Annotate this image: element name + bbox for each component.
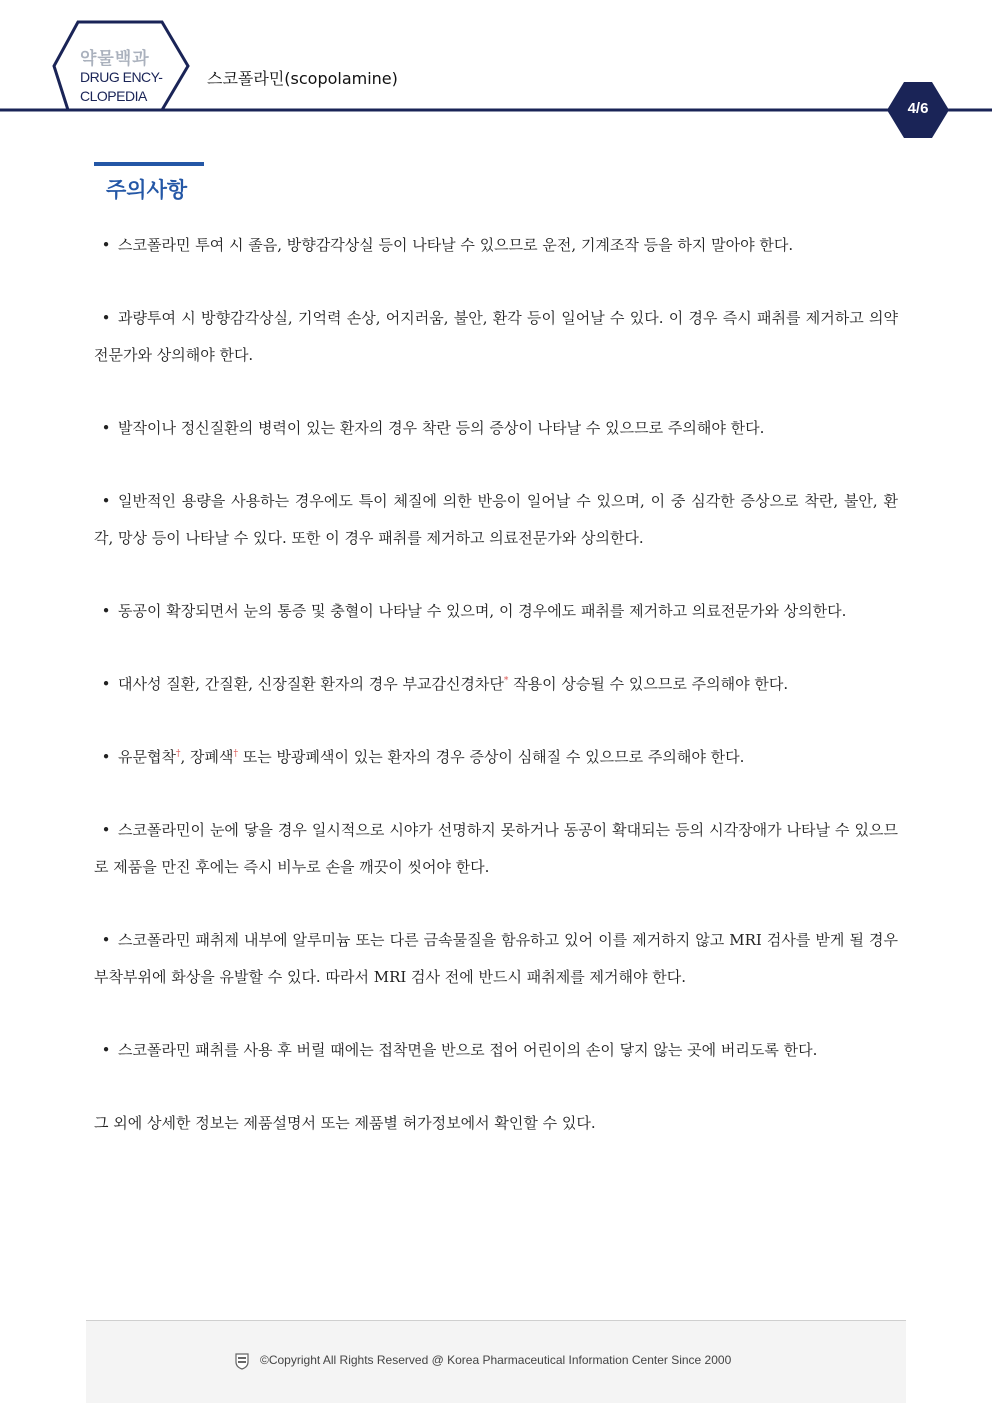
precaution-item: • 스코폴라민 투여 시 졸음, 방향감각상실 등이 나타날 수 있으므로 운전, 기계조작 등을 하지 말아야 한다. [101,236,794,254]
page-footer [86,1321,906,1403]
precaution-item: • 과량투여 시 방향감각상실, 기억력 손상, 어지러움, 불안, 환각 등이 일어날 수 있다. 이 경우 즉시 패취를 제거하고 의약전문가와 상의해야 한다. [94,309,898,364]
document-title: 스코폴라민(scopolamine) [207,69,398,88]
precautions-content [94,227,898,1142]
section-title: 주의사항 [106,178,188,202]
page-header [0,0,992,140]
precaution-item: • 유문협착†, 장폐색† 또는 방광폐색이 있는 환자의 경우 증상이 심해질 수 있으므로 주의해야 한다. [101,748,745,766]
footnote-mark: * [503,676,509,686]
precaution-item: • 대사성 질환, 간질환, 신장질환 환자의 경우 부교감신경차단* 작용이 상승될 수 있으므로 주의해야 한다. [101,675,789,693]
logo-english-line-2: CLOPEDIA [80,88,147,104]
precaution-item: • 스코폴라민 패취제 내부에 알루미늄 또는 다른 금속물질을 함유하고 있어 이를 제거하지 않고 MRI 검사를 받게 될 경우 부착부위에 화상을 유발할 수 있다. 따라서 MRI 검사 전에 반드시 패취제를 제거해야 한다. [94,931,898,986]
precaution-item: • 스코폴라민 패취를 사용 후 버릴 때에는 접착면을 반으로 접어 어린이의 손이 닿지 않는 곳에 버리도록 한다. [101,1041,818,1059]
precaution-item: • 일반적인 용량을 사용하는 경우에도 특이 체질에 의한 반응이 일어날 수 있으며, 이 중 심각한 증상으로 착란, 불안, 환각, 망상 등이 나타날 수 있다. 또한 이 경우 패취를 제거하고 의료전문가와 상의한다. [94,492,898,547]
footnote-mark: † [175,749,181,759]
precaution-item: • 스코폴라민이 눈에 닿을 경우 일시적으로 시야가 선명하지 못하거나 동공이 확대되는 등의 시각장애가 나타날 수 있으므로 제품을 만진 후에는 즉시 비누로 손을 깨끗이 씻어야 한다. [94,821,898,876]
logo-english-line-1: DRUG ENCY- [80,69,163,85]
footnote-mark: † [233,749,238,759]
page-number: 4/6 [907,100,929,117]
precaution-item: • 동공이 확장되면서 눈의 통증 및 충혈이 나타날 수 있으며, 이 경우에도 패취를 제거하고 의료전문가와 상의한다. [101,602,847,620]
copyright-text: ©Copyright All Rights Reserved @ Korea Pharmaceutical Information Center Since 2000 [260,1353,732,1367]
kpic-emblem-icon [234,1352,250,1370]
logo-english-text [80,68,170,106]
logo-korean-text: 약물백과 [80,49,150,69]
closing-note: 그 외에 상세한 정보는 제품설명서 또는 제품별 허가정보에서 확인할 수 있다. [94,1114,596,1132]
precaution-item: • 발작이나 정신질환의 병력이 있는 환자의 경우 착란 등의 증상이 나타날 수 있으므로 주의해야 한다. [101,419,765,437]
section-title-bar [94,162,204,166]
